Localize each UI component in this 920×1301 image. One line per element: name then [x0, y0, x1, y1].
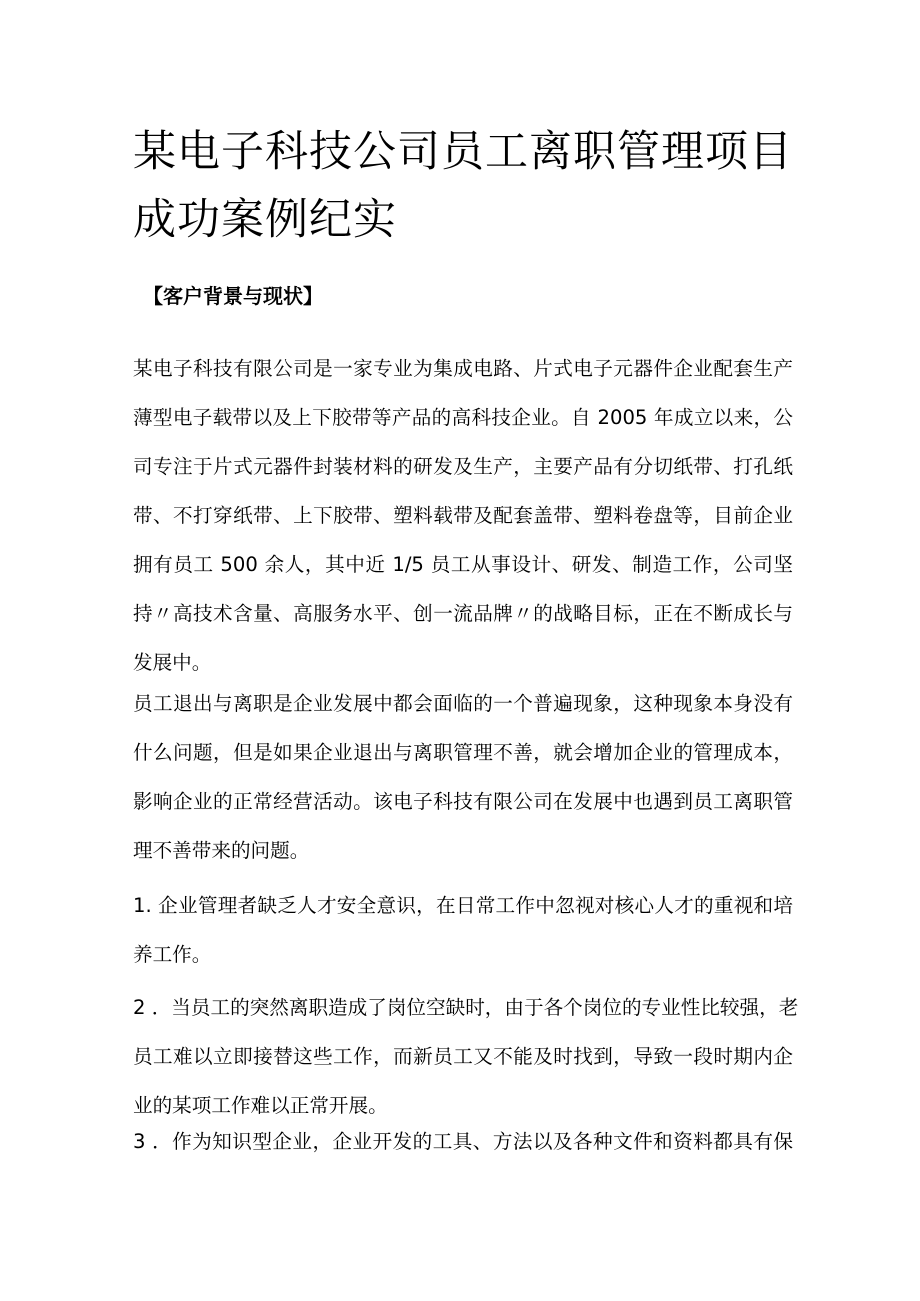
text-line: 员工难以立即接替这些工作，而新员工又不能及时找到，导致一段时期内企	[133, 1045, 793, 1068]
text-line: 养工作。	[133, 943, 212, 966]
text-line: 带、不打穿纸带、上下胶带、塑料载带及配套盖带、塑料卷盘等，目前企业	[133, 504, 793, 527]
title-line: 某电子科技公司员工离职管理项目	[133, 127, 793, 177]
document-title	[133, 118, 813, 254]
list-item-3	[133, 1117, 793, 1166]
list-item-2	[133, 983, 799, 1130]
text-line: 1. 企业管理者缺乏人才安全意识，在日常工作中忽视对核心人才的重视和培	[133, 894, 793, 917]
text-line: 员工退出与离职是企业发展中都会面临的一个普遍现象，这种现象本身没有	[133, 692, 793, 715]
text-line: 什么问题，但是如果企业退出与离职管理不善，就会增加企业的管理成本，	[133, 741, 793, 764]
text-line: 薄型电子载带以及上下胶带等产品的高科技企业。自 2005 年成立以来，公	[133, 406, 793, 429]
text-line: 业的某项工作难以正常开展。	[133, 1094, 388, 1117]
text-line: 发展中。	[133, 651, 212, 674]
list-item-1	[133, 881, 793, 979]
text-line: 拥有员工 500 余人，其中近 1/5 员工从事设计、研发、制造工作，公司坚	[133, 553, 793, 576]
text-line: 3 ．作为知识型企业，企业开发的工具、方法以及各种文件和资料都具有保	[133, 1130, 793, 1153]
text-line: 某电子科技有限公司是一家专业为集成电路、片式电子元器件企业配套生产	[133, 357, 793, 380]
text-line: 司专注于片式元器件封装材料的研发及生产，主要产品有分切纸带、打孔纸	[133, 455, 793, 478]
text-line: 理不善带来的问题。	[133, 839, 310, 862]
text-line: 持〃高技术含量、高服务水平、创一流品牌〃的战略目标，正在不断成长与	[133, 602, 793, 625]
text-line: 影响企业的正常经营活动。该电子科技有限公司在发展中也遇到员工离职管	[133, 790, 793, 813]
paragraph-turnover-problem	[133, 679, 793, 875]
text-line: 2 ．当员工的突然离职造成了岗位空缺时，由于各个岗位的专业性比较强，老	[133, 996, 799, 1019]
title-line: 成功案例纪实	[133, 195, 397, 245]
section-heading: 【客户背景与现状】	[143, 284, 323, 308]
paragraph-company-background	[133, 344, 793, 687]
